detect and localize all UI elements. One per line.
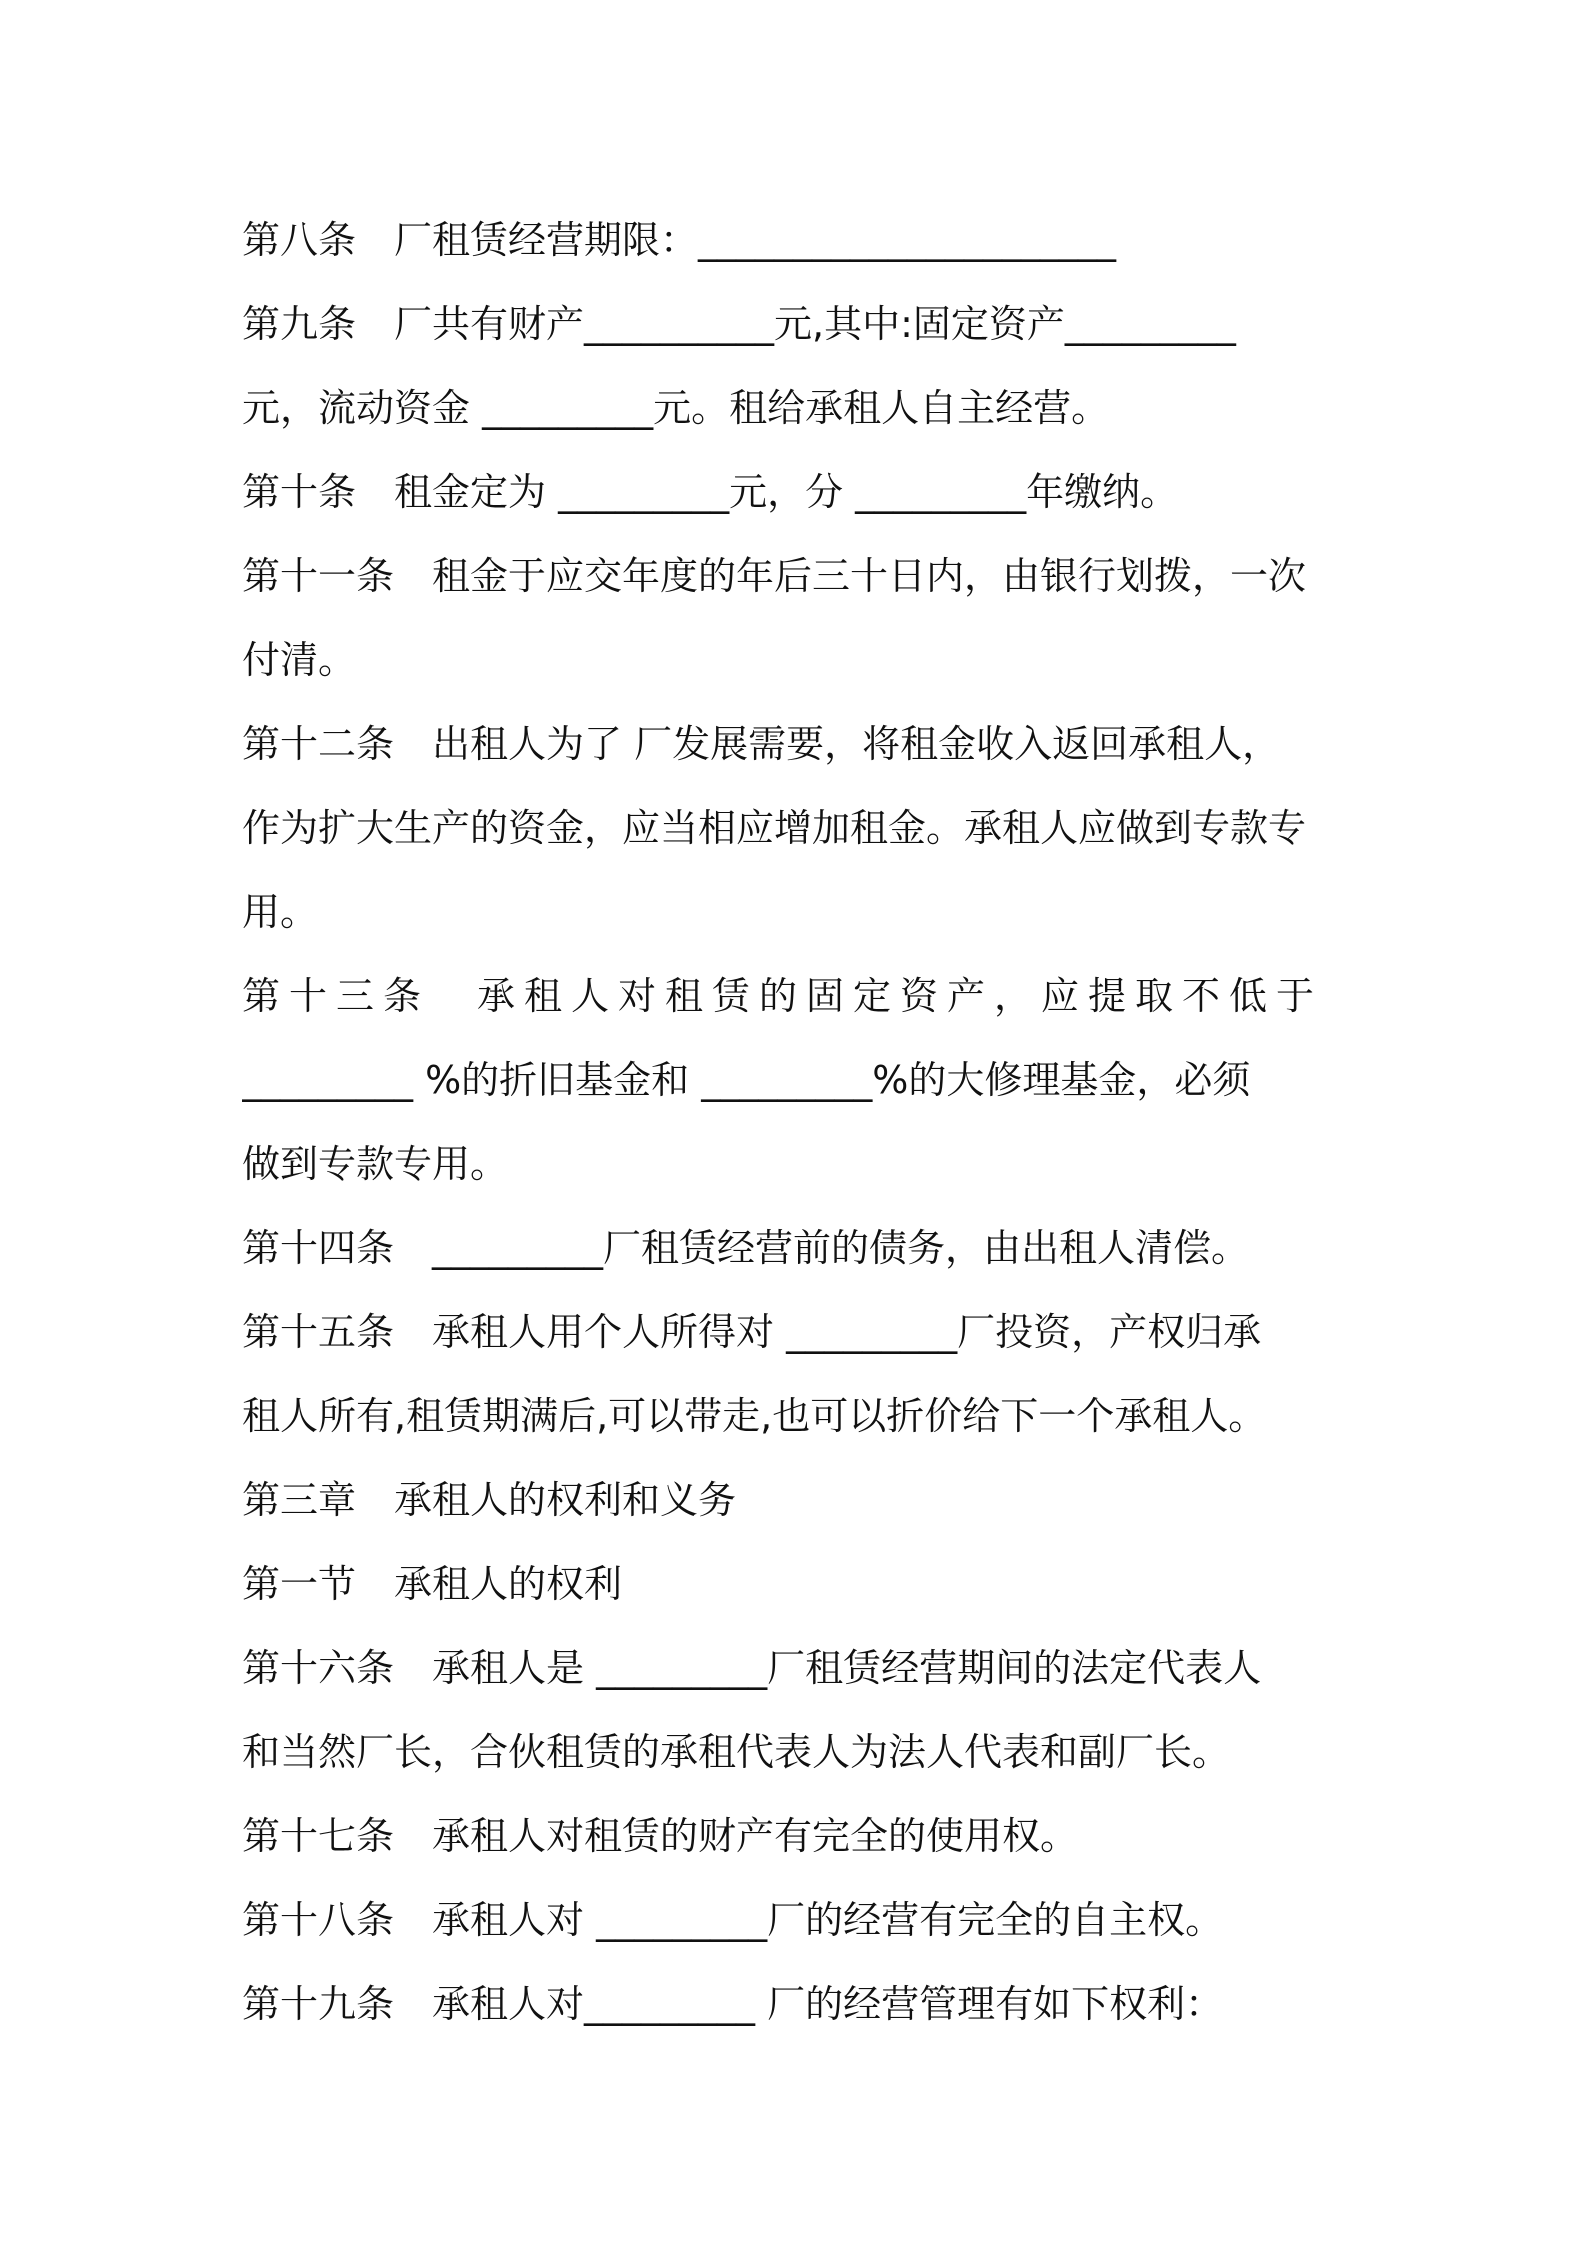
article-14-line: 第十四条 _________厂租赁经营前的债务，由出租人清偿。 <box>242 1226 1250 1270</box>
section-1-heading: 第一节 承租人的权利 <box>242 1562 623 1606</box>
article-12-line-3: 用。 <box>242 890 319 934</box>
article-10-line: 第十条 租金定为 _________元，分 _________年缴纳。 <box>242 470 1179 514</box>
article-15-line-1: 第十五条 承租人用个人所得对 _________厂投资，产权归承 <box>242 1310 1262 1354</box>
article-12-line-2: 作为扩大生产的资金，应当相应增加租金。承租人应做到专款专 <box>242 806 1307 850</box>
article-12-line-1: 第十二条 出租人为了 厂发展需要，将租金收入返回承租人， <box>242 722 1281 766</box>
article-11-line-2: 付清。 <box>242 638 357 682</box>
chapter-3-heading: 第三章 承租人的权利和义务 <box>242 1478 737 1522</box>
contract-text <box>242 198 1354 2046</box>
article-19-line: 第十九条 承租人对_________ 厂的经营管理有如下权利： <box>242 1982 1224 2026</box>
article-9-line-2: 元，流动资金 _________元。租给承租人自主经营。 <box>242 386 1110 430</box>
article-13-line-2: _________ %的折旧基金和 _________%的大修理基金，必须 <box>242 1058 1251 1102</box>
article-17-line: 第十七条 承租人对租赁的财产有完全的使用权。 <box>242 1814 1079 1858</box>
article-16-line-1: 第十六条 承租人是 _________厂租赁经营期间的法定代表人 <box>242 1646 1262 1690</box>
article-18-line: 第十八条 承租人对 _________厂的经营有完全的自主权。 <box>242 1898 1224 1942</box>
article-16-line-2: 和当然厂长，合伙租赁的承租代表人为法人代表和副厂长。 <box>242 1730 1231 1774</box>
article-9-line-1: 第九条 厂共有财产__________元,其中:固定资产_________ <box>242 302 1236 346</box>
article-13-line-3: 做到专款专用。 <box>242 1142 509 1186</box>
article-8-line: 第八条 厂租赁经营期限：______________________ <box>242 218 1117 262</box>
article-13-line-1: 第十三条 承租人对租赁的固定资产，应提取不低于 <box>242 974 1324 1018</box>
article-15-line-2: 租人所有,租赁期满后,可以带走,也可以折价给下一个承租人。 <box>242 1394 1267 1438</box>
article-11-line-1: 第十一条 租金于应交年度的年后三十日内，由银行划拨，一次 <box>242 554 1307 598</box>
